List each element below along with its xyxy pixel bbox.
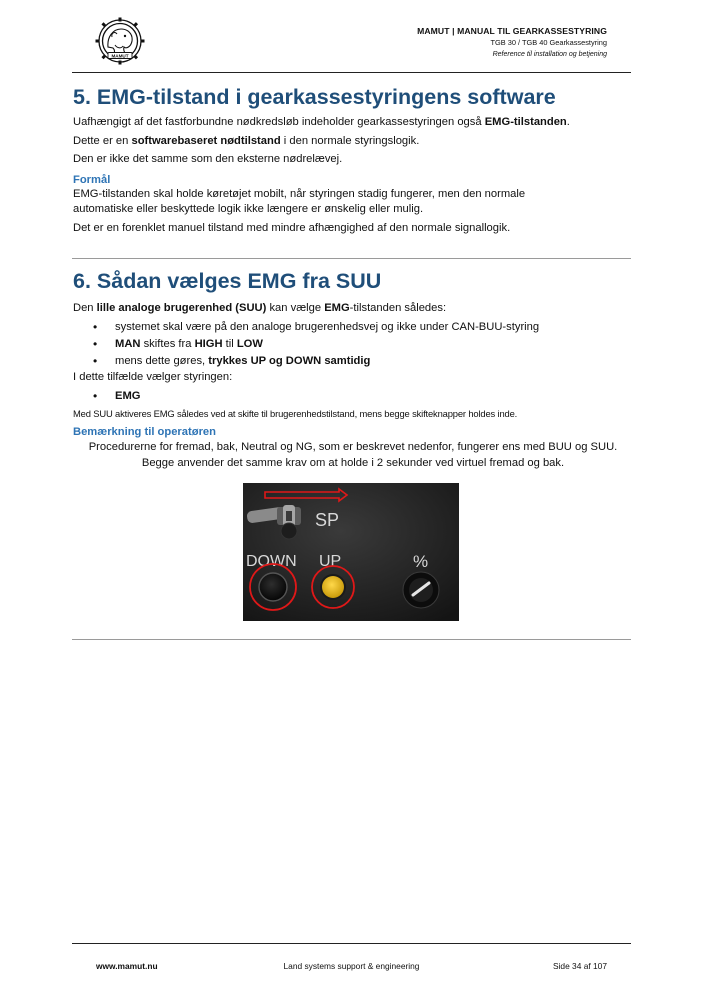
list-item <box>93 336 633 353</box>
purpose-paragraph-1: EMG-tilstanden skal holde køretøjet mobilt, når styringen stadig fungerer, men den normale automatiske eller beskyttede logik ikke længere er ønskelig eller mulig. <box>73 187 526 215</box>
text-segment: skiftes fra <box>140 337 195 350</box>
bold-segment: trykkes UP og DOWN samtidig <box>208 354 371 367</box>
page-header <box>417 25 607 61</box>
remark-text: Procedurerne for fremad, bak, Neutral og NG, som er beskrevet nedenfor, fungerer ens med BUU og SUU. Begge anvender det samme krav om at holde i 2 sekunder ved virtuel fremad og bak. <box>88 441 618 469</box>
text-segment: til <box>222 337 237 350</box>
down-button <box>259 573 287 601</box>
header-rule <box>72 72 631 73</box>
text-segment: Den <box>73 302 97 314</box>
result-intro: I dette tilfælde vælger styringen: <box>73 370 233 383</box>
section-end-divider <box>72 639 631 640</box>
label-up: UP <box>319 553 342 570</box>
purpose-paragraph-2: Det er en forenklet manuel tilstand med mindre afhængighed af den normale signallogik. <box>73 221 511 234</box>
suu-panel-photo <box>243 483 459 621</box>
bold-segment: EMG-tilstanden <box>484 116 567 128</box>
section-5-paragraph-3: Den er ikke det samme som den eksterne nødrelævej. <box>73 153 343 165</box>
mamut-logo <box>95 17 145 65</box>
header-subtitle: TGB 30 / TGB 40 Gearkassestyring <box>490 38 607 47</box>
footer-rule <box>72 943 631 944</box>
percent-knob <box>403 572 439 608</box>
page-content <box>73 84 633 236</box>
bold-segment: softwarebaseret nødtilstand <box>131 134 281 147</box>
footer-tagline: Land systems support & engineering <box>283 961 420 971</box>
small-note: Med SUU aktiveres EMG således ved at skifte til brugerenhedstilstand, mens begge skifteknapper holdes inde. <box>73 408 518 419</box>
list-item <box>93 353 633 370</box>
label-percent: % <box>413 552 429 571</box>
conditions-list <box>73 319 633 370</box>
header-reference: Reference til installation og betjening <box>492 51 607 58</box>
text-segment: i den normale styringslogik. <box>280 134 420 147</box>
header-title: MAMUT | MANUAL TIL GEARKASSESTYRING <box>417 26 607 36</box>
text-segment: . <box>566 116 570 128</box>
up-button <box>322 576 344 598</box>
list-item <box>93 319 633 336</box>
bold-segment: lille analoge brugerenhed (SUU) <box>96 302 267 314</box>
text-segment: -tilstanden således: <box>349 302 447 314</box>
bold-segment: HIGH <box>194 337 223 350</box>
text-segment: mens dette gøres, <box>115 354 209 367</box>
section-5-paragraph-1 <box>73 115 633 131</box>
section-divider <box>72 258 631 259</box>
bold-segment: MAN <box>115 337 141 350</box>
text-segment: systemet skal være på den analoge brugerenhedsvej og ikke under CAN-BUU-styring <box>115 320 540 333</box>
bold-segment: EMG <box>115 390 141 402</box>
text-segment: Dette er en <box>73 134 132 147</box>
bold-segment: LOW <box>236 337 263 350</box>
text-segment: Uafhængigt af det fastforbundne nødkredsløb indeholder gearkassestyringen også <box>73 116 485 128</box>
label-down: DOWN <box>246 553 297 570</box>
result-list <box>73 388 633 405</box>
text-segment: kan vælge <box>266 302 325 314</box>
svg-text:MAMUT: MAMUT <box>111 53 129 59</box>
section-6 <box>73 268 633 471</box>
section-5-paragraph-2 <box>73 134 633 150</box>
bold-segment: EMG <box>324 302 350 314</box>
section-6-heading: 6. Sådan vælges EMG fra SUU <box>73 269 382 293</box>
label-sp: SP <box>315 510 340 530</box>
footer-page-number: Side 34 af 107 <box>552 961 607 971</box>
list-item <box>93 388 633 405</box>
section-6-intro <box>73 301 633 317</box>
website-text: www.mamut.nu <box>96 961 158 971</box>
purpose-heading: Formål <box>73 173 111 186</box>
remark-heading: Bemærkning til operatøren <box>73 426 216 438</box>
section-5-heading: 5. EMG-tilstand i gearkassestyringens software <box>73 85 556 109</box>
